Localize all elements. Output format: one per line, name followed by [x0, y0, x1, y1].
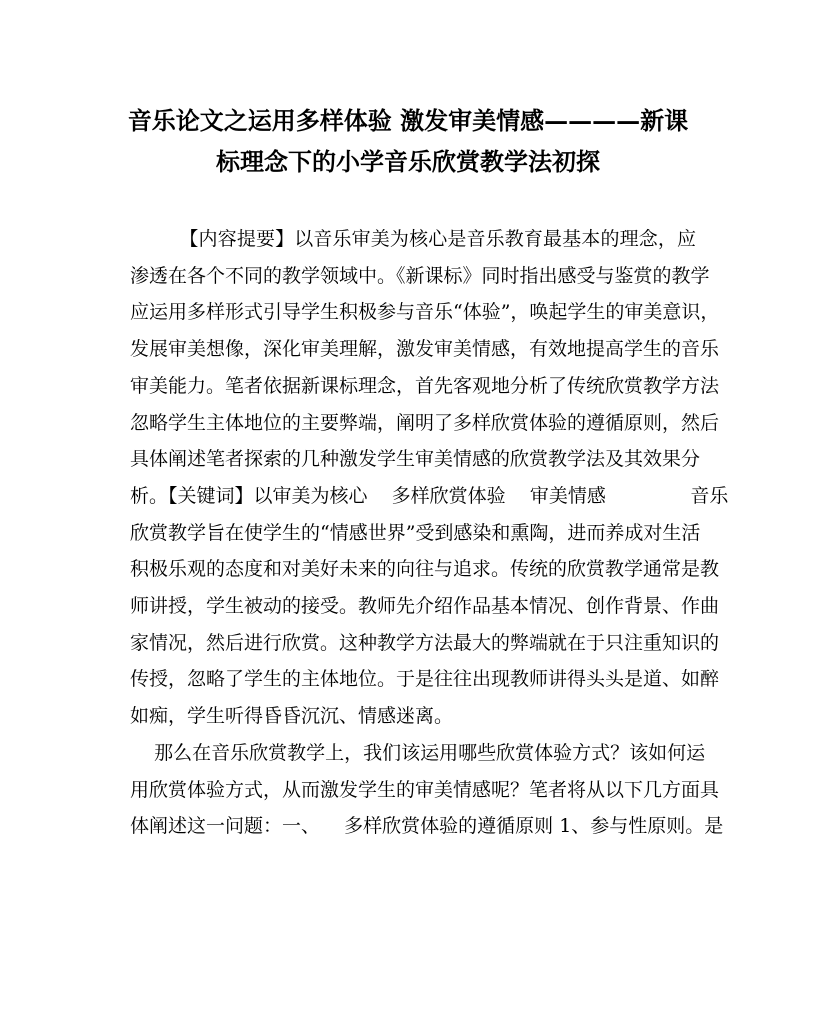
text-line: 那么在音乐欣赏教学上，我们该运用哪些欣赏体验方式？该如何运: [130, 741, 706, 764]
text-line: 欣赏教学旨在使学生的“情感世界”受到感染和熏陶，进而养成对生活: [130, 521, 701, 544]
text-line: 体阐述这一问题：一、 多样欣赏体验的遵循原则 1、参与性原则。是: [130, 815, 724, 838]
title-line-2: 标理念下的小学音乐欣赏教学法初探: [216, 147, 600, 176]
text-line: 具体阐述笔者探索的几种激发学生审美情感的欣赏教学法及其效果分: [130, 448, 701, 471]
text-line: 如痴，学生听得昏昏沉沉、情感迷离。: [130, 705, 454, 728]
text-line: 师讲授，学生被动的接受。教师先介绍作品基本情况、创作背景、作曲: [130, 595, 720, 618]
document-title: [100, 100, 716, 182]
document-body: [130, 221, 729, 845]
text-line: 【内容提要】以音乐审美为核心是音乐教育最基本的理念，应: [130, 228, 696, 250]
paragraph-abstract: [130, 221, 729, 735]
text-line: 忽略学生主体地位的主要弊端，阐明了多样欣赏体验的遵循原则，然后: [130, 411, 720, 434]
text-line: 传授，忽略了学生的主体地位。于是往往出现教师讲得头头是道、如醉: [130, 668, 720, 691]
text-line: 应运用多样形式引导学生积极参与音乐“体验”，唤起学生的审美意识，: [130, 301, 720, 324]
text-line: 审美能力。笔者依据新课标理念，首先客观地分析了传统欣赏教学方法: [130, 374, 720, 397]
text-line: 家情况，然后进行欣赏。这种教学方法最大的弊端就在于只注重知识的: [130, 631, 720, 654]
text-line: 积极乐观的态度和对美好未来的向往与追求。传统的欣赏教学通常是教: [130, 558, 720, 581]
text-line: 析。【关键词】以审美为核心 多样欣赏体验 审美情感 音乐: [130, 484, 729, 507]
text-line: 发展审美想像，深化审美理解，激发审美情感，有效地提高学生的音乐: [130, 338, 720, 361]
text-line: 用欣赏体验方式，从而激发学生的审美情感呢？笔者将从以下几方面具: [130, 778, 720, 801]
paragraph-intro: [130, 735, 724, 845]
title-line-1: 音乐论文之运用多样体验 激发审美情感————新课: [127, 106, 689, 135]
text-line: 渗透在各个不同的教学领域中。《新课标》同时指出感受与鉴赏的教学: [130, 264, 710, 287]
